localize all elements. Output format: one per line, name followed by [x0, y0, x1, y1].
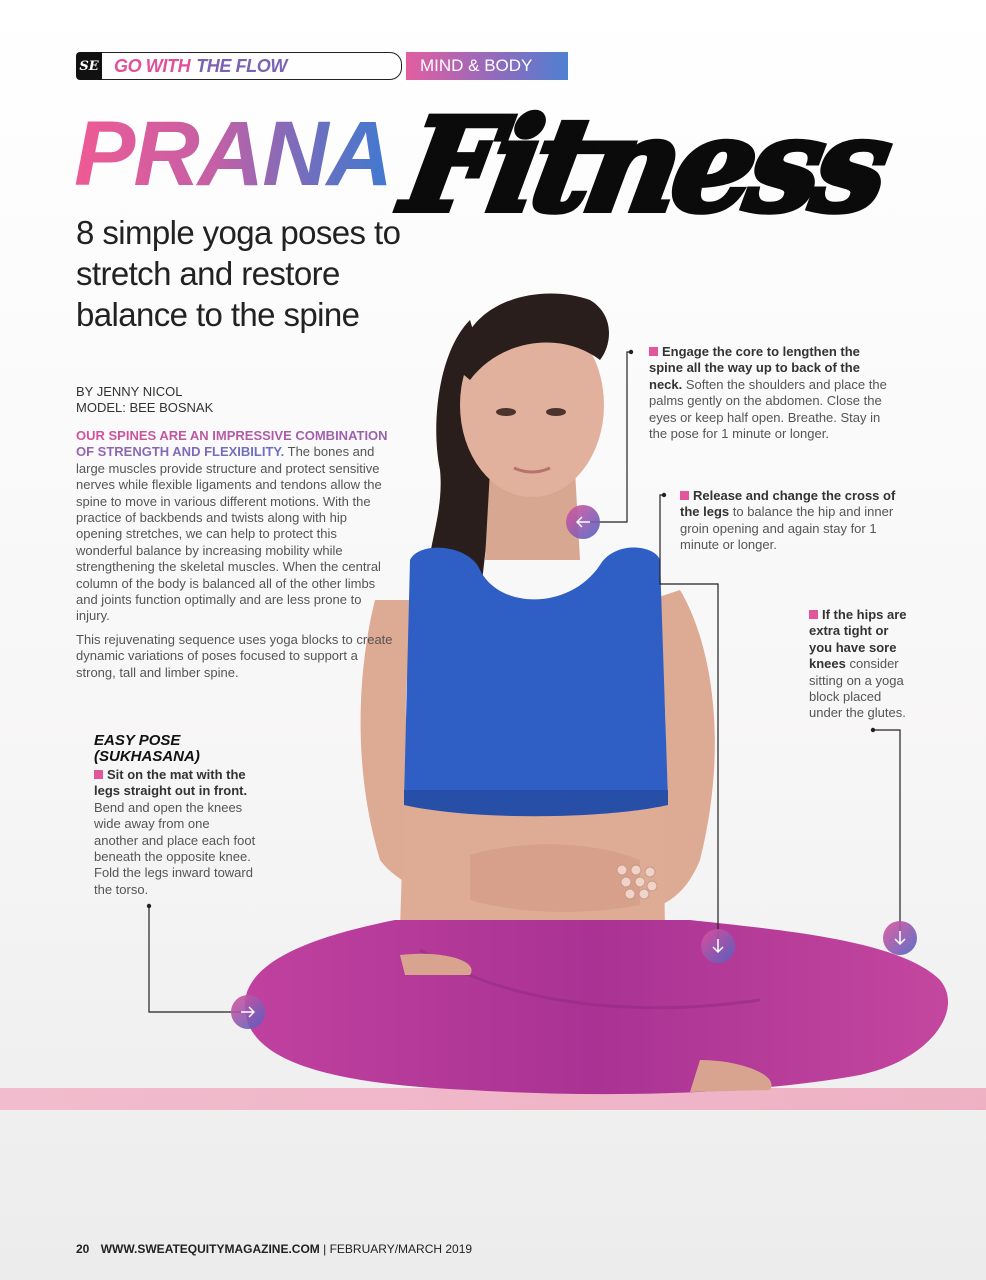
intro-text-1: The bones and large muscles provide structure and protect sensitive nerves while flexible ligaments and tendons allow the spine to move in various different motions. With the practice of backbends and twists along with hip opening stretches, we can help to protect this wonderful balance by increasing mobility while strengthening the skeletal muscles. When the central column of the body is balanced all of the other limbs and joints function optimally and are less prone to injury. — [76, 444, 382, 624]
tip-1-bold: Engage the core to lengthen the spine all the way up to back of the neck. — [649, 344, 860, 392]
bullet-square — [94, 770, 103, 779]
title-fitness-text: Fitness — [393, 90, 896, 241]
tip-change-cross — [680, 488, 902, 554]
author: BY JENNY NICOL — [76, 384, 183, 399]
tip-3-text: consider sitting on a yoga block placed under the glutes. — [809, 656, 906, 721]
pose-title-line-2: (SUKHASANA) — [94, 748, 200, 765]
magazine-logo: SE — [76, 52, 102, 80]
bullet-square — [680, 491, 689, 500]
intro-body — [76, 428, 394, 688]
section-label-1: GO WITH — [114, 55, 191, 76]
pose-instructions — [94, 767, 256, 898]
tip-3-bold: If the hips are extra tight or you have sore knees — [809, 607, 907, 672]
intro-para-2: This rejuvenating sequence uses yoga blocks to create dynamic variations of poses focused to support a strong, tall and limber spine. — [76, 631, 393, 680]
section-label-2: THE FLOW — [196, 55, 287, 76]
category-tab: MIND & BODY — [406, 52, 568, 80]
pose-title-line-1: EASY POSE — [94, 732, 181, 749]
intro-lead: OUR SPINES ARE AN IMPRESSIVE COMBINATION OF STRENGTH AND FLEXIBILITY. — [76, 428, 388, 460]
page-number: 20 — [76, 1242, 90, 1256]
tip-tight-hips — [809, 607, 909, 722]
byline — [76, 384, 213, 416]
title-fitness — [393, 70, 896, 260]
model-credit: MODEL: BEE BOSNAK — [76, 400, 214, 415]
footer-website: WWW.SWEATEQUITYMAGAZINE.COM — [100, 1242, 320, 1256]
bullet-square — [809, 610, 818, 619]
intro-para-1 — [76, 428, 394, 625]
subtitle: 8 simple yoga poses to stretch and restore balance to the spine — [76, 214, 401, 333]
page-footer — [76, 1242, 472, 1256]
section-tab-left — [102, 52, 402, 80]
title-prana: PRANA — [74, 103, 392, 205]
pose-title — [94, 733, 200, 765]
tip-2-text: to balance the hip and inner groin opening and again stay for 1 minute or longer. — [680, 504, 894, 553]
pose-instructions-text: Bend and open the knees wide away from one another and place each foot beneath the opposite knee. Fold the legs inward toward the torso. — [94, 799, 256, 897]
tip-2-bold: Release and change the cross of the legs — [680, 488, 896, 520]
footer-issue: | FEBRUARY/MARCH 2019 — [323, 1242, 473, 1256]
tip-1-text: Soften the shoulders and place the palms gently on the abdomen. Close the eyes or keep half open. Breathe. Stay in the pose for 1 minute or longer. — [649, 376, 887, 442]
tip-engage-core — [649, 344, 889, 442]
pose-instructions-bold: Sit on the mat with the legs straight out in front. — [94, 767, 248, 799]
bullet-square — [649, 347, 658, 356]
